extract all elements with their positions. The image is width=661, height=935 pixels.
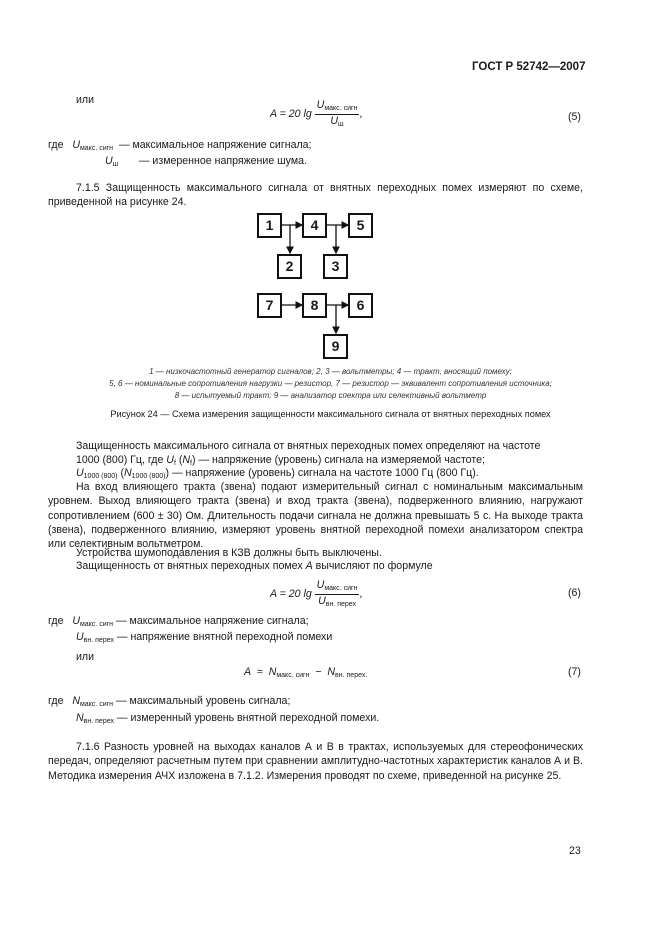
eq7-n2-sub: вн. перех. bbox=[335, 672, 368, 679]
defs6-d2-sym: U bbox=[76, 631, 84, 643]
equation-6 bbox=[270, 580, 362, 608]
standard-header: ГОСТ Р 52742—2007 bbox=[472, 61, 586, 73]
eq7-A: A bbox=[244, 666, 252, 678]
defs5-d1-sym: U bbox=[72, 139, 80, 151]
eq5-lhs: A = 20 lg bbox=[270, 107, 312, 120]
block-5: 5 bbox=[348, 213, 373, 238]
body-line-2: 1000 (800) Гц, где $U_f$ $(N_f)$ — напряжение (уровень) сигнала на измеряемой частоте; bbox=[76, 454, 485, 467]
eq5-num-sub: макс. сигн bbox=[324, 105, 358, 112]
defs6-d2-sub: вн. перех bbox=[83, 637, 114, 644]
body-p1b-pre: 1000 (800) Гц, где bbox=[76, 454, 164, 466]
body-para-4: Устройства шумоподавления в КЗВ должны быть выключены. bbox=[76, 547, 382, 559]
figure-title: Рисунок 24 — Схема измерения защищенности максимального сигнала от внятных переходных помех bbox=[110, 409, 551, 419]
eq7-approx: ≈ bbox=[256, 666, 263, 678]
body-p5-sym: А bbox=[305, 560, 313, 572]
defs7-d2-text: — измеренный уровень внятной переходной помехи. bbox=[116, 712, 380, 724]
body-p1b-text: — напряжение (уровень) сигнала на измеряемой частоте; bbox=[198, 454, 485, 466]
defs6-where: где bbox=[48, 615, 64, 627]
body-p1b-N: N bbox=[182, 454, 191, 466]
eq7-n2: N bbox=[327, 666, 336, 678]
defs7-d1-sym: N bbox=[72, 695, 80, 707]
body-p2-Usub: 1000 (800) bbox=[83, 473, 118, 480]
eq6-den-sub: вн. перех bbox=[325, 600, 357, 608]
eq6-lhs: A = 20 lg bbox=[270, 587, 312, 600]
defs5-line2 bbox=[105, 154, 307, 169]
block-4: 4 bbox=[302, 213, 327, 238]
page-number: 23 bbox=[569, 845, 581, 857]
defs7-d2-sym: N bbox=[76, 712, 84, 724]
body-para-5 bbox=[76, 559, 433, 573]
defs7-line1 bbox=[48, 694, 290, 709]
equation-5 bbox=[270, 100, 362, 128]
eq5-den-sym: U bbox=[330, 114, 339, 127]
eq6-num-sub: макс. сигн bbox=[324, 585, 358, 592]
defs5-d2-text: — измеренное напряжение шума. bbox=[138, 155, 307, 167]
or-label: или bbox=[76, 94, 95, 106]
body-p5-pre: Защищенность от внятных переходных помех bbox=[76, 560, 303, 572]
eq5-num-sym: U bbox=[316, 99, 325, 111]
eq7-n1-sub: макс. сигн bbox=[276, 672, 310, 679]
body-p2-Nsub: 1000 (800) bbox=[131, 473, 166, 480]
block-2: 2 bbox=[277, 254, 302, 279]
eq6-fraction bbox=[315, 579, 363, 608]
defs7-line2 bbox=[76, 711, 379, 726]
defs7-d1-text: — максимальный уровень сигнала; bbox=[116, 695, 291, 707]
figure-caption-line-3: 8 — испытуемый тракт; 9 — анализатор спектра или селективный вольтметр bbox=[174, 391, 487, 400]
eq7-minus: − bbox=[315, 666, 322, 678]
eq7-n1: N bbox=[268, 666, 277, 678]
defs5-d2-sub: ш bbox=[112, 161, 119, 168]
defs6-d1-sub: макс. сигн bbox=[79, 621, 114, 628]
para-7-1-5: 7.1.5 Защищенность максимального сигнала от внятных переходных помех измеряют по схеме, приведенной на рисунке 24. bbox=[48, 182, 583, 209]
block-1: 1 bbox=[257, 213, 282, 238]
defs6-line1 bbox=[48, 614, 309, 629]
defs5-d1-text: — максимальное напряжение сигнала; bbox=[118, 139, 312, 151]
defs5-d1-sub: макс. сигн bbox=[79, 145, 114, 152]
eq6-den-sym: U bbox=[318, 594, 326, 607]
eq6-num-sym: U bbox=[316, 579, 325, 591]
body-p1b-U: U bbox=[166, 454, 174, 466]
eq5-den-sub: ш bbox=[338, 120, 344, 128]
eq5-fraction bbox=[315, 99, 363, 128]
body-p2-text: — напряжение (уровень) сигнала на частоте 1000 Гц (800 Гц). bbox=[172, 467, 479, 479]
block-3: 3 bbox=[323, 254, 348, 279]
defs6-or: или bbox=[76, 651, 95, 663]
body-line-1: Защищенность максимального сигнала от внятных переходных помех определяют на частоте bbox=[76, 440, 541, 452]
eq6-tail: , bbox=[359, 587, 363, 600]
body-p1b-Usub: f bbox=[173, 460, 176, 467]
block-6: 6 bbox=[348, 293, 373, 318]
defs5-d2-sym: U bbox=[105, 155, 113, 167]
body-line-3: $U_{1000 (800)}$ $(N_{1000 (800)})$ — напряжение (уровень) сигнала на частоте 1000 Гц (800 Гц). bbox=[76, 467, 479, 480]
block-8: 8 bbox=[302, 293, 327, 318]
defs6-d1-text: — максимальное напряжение сигнала; bbox=[116, 615, 309, 627]
defs7-where: где bbox=[48, 695, 64, 707]
body-p2-N: N bbox=[124, 467, 132, 479]
eq7-number: (7) bbox=[568, 666, 581, 678]
defs7-d2-sub: вн. перех bbox=[83, 718, 114, 725]
body-p1b-Nsub: f bbox=[190, 460, 192, 467]
equation-7 bbox=[244, 665, 367, 680]
defs5-line1 bbox=[48, 138, 311, 153]
defs6-line2 bbox=[76, 630, 332, 645]
eq5-tail: , bbox=[359, 107, 363, 120]
body-p5-post: вычисляют по формуле bbox=[315, 560, 433, 572]
eq5-number: (5) bbox=[568, 111, 581, 123]
body-para-3: На вход влияющего тракта (звена) подают измерительный сигнал с номинальным максимальным уровнем. Выход влияющего тракта (звена) и вход тракта (звена), подверженного влиянию, нагружают сопротивлением (600 ± 30) Ом. Длительность подачи сигнала не должна превышать 5 с. На выходе тракта (звена), подверженного влиянию, измеряют уровень внятной переходной помехи анализатором спектра или селективным вольтметром. bbox=[48, 481, 583, 551]
defs6-d2-text: — напряжение внятной переходной помехи bbox=[116, 631, 333, 643]
body-p2-U: U bbox=[76, 467, 84, 479]
block-9: 9 bbox=[323, 334, 348, 359]
defs7-d1-sub: макс. сигн bbox=[79, 701, 114, 708]
para-7-1-6: 7.1.6 Разность уровней на выходах каналов А и В в трактах, используемых для стереофонических передач, определяют расчетным путем при сравнении амплитудно-частотных характеристик каналов А и В. Методика измерения АЧХ изложена в 7.1.2. Измерения проводят по схеме, приведенной на рисунке 25. bbox=[48, 741, 583, 782]
defs5-where: где bbox=[48, 139, 64, 151]
defs6-d1-sym: U bbox=[72, 615, 80, 627]
block-7: 7 bbox=[257, 293, 282, 318]
figure-caption-line-1: 1 — низкочастотный генератор сигналов; 2, 3 — вольтметры; 4 — тракт, вносящий помеху; bbox=[149, 367, 512, 376]
eq6-number: (6) bbox=[568, 587, 581, 599]
figure-caption-line-2: 5, 6 — номинальные сопротивления нагрузки — резистор, 7 — резистор — эквивалент сопротивления источника; bbox=[109, 379, 552, 388]
